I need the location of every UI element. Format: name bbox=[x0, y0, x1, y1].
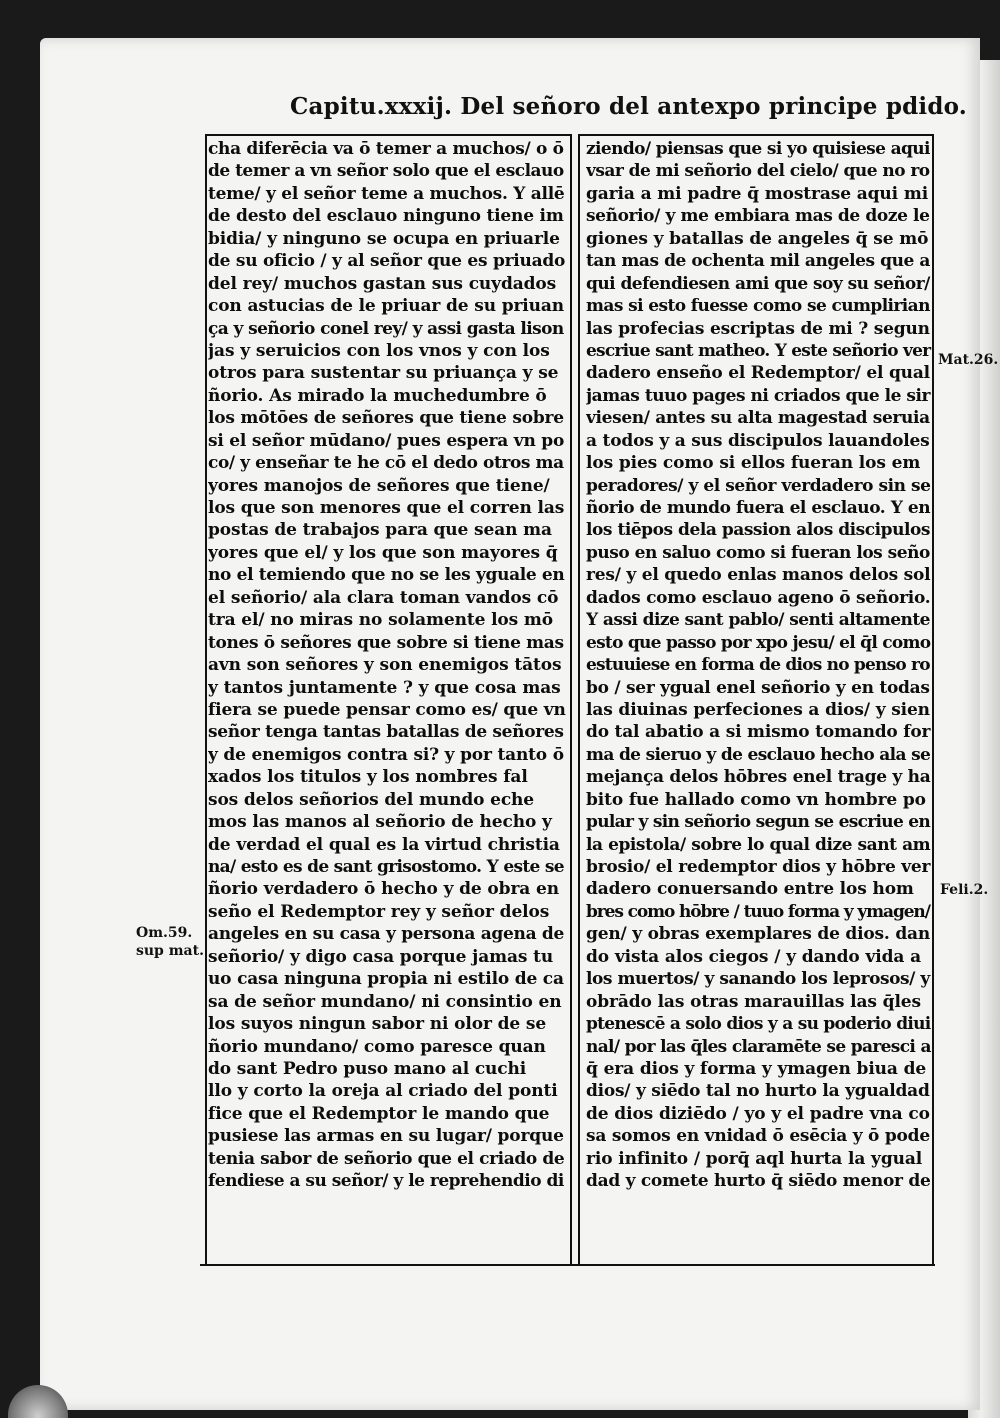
left-column-line: cha diferēcia va ō temer a muchos/ o ō bbox=[208, 139, 564, 159]
left-column-line: sa de señor mundano/ ni consintio en bbox=[208, 991, 562, 1012]
right-column-line: viesen/ antes su alta magestad seruia bbox=[586, 408, 930, 429]
left-column-line: no el temiendo que no se les yguale en bbox=[208, 565, 565, 586]
right-column-line: mejança delos hōbres enel trage y ha bbox=[586, 767, 931, 788]
right-column-line: dadero enseño el Redemptor/ el qual bbox=[586, 363, 930, 384]
left-column-line: de su oficio / y al señor que es priuado bbox=[208, 251, 566, 272]
right-column-line: pular y sin señorio segun se escriue en bbox=[586, 812, 931, 833]
left-column-line: uo casa ninguna propia ni estilo de ca bbox=[208, 969, 564, 990]
margin-note-sup-mat: sup mat. bbox=[136, 943, 204, 959]
right-column-line: los muertos/ y sanando los leprosos/ y bbox=[586, 969, 930, 990]
left-column-line: de verdad el qual es la virtud christia bbox=[208, 834, 560, 855]
right-column-line: nal/ por las q̄les claramēte se paresci a bbox=[586, 1036, 931, 1057]
left-column-line: señor tenga tantas batallas de señores bbox=[208, 722, 564, 743]
left-column-line: ñorio verdadero ō hecho y de obra en bbox=[208, 879, 559, 900]
left-column-line: avn son señores y son enemigos tātos bbox=[208, 655, 562, 676]
left-column-line: ñorio. As mirado la muchedumbre ō bbox=[208, 385, 547, 406]
right-column-line: giones y batallas de angeles q̄ se mō bbox=[586, 228, 929, 249]
left-column-line: y tantos juntamente ? y que cosa mas bbox=[208, 677, 561, 698]
left-column-line: postas de trabajos para que sean ma bbox=[208, 520, 552, 541]
right-column-line: rio infinito / porq̄ aql hurta la ygual bbox=[586, 1148, 923, 1169]
left-column-line: y de enemigos contra si? y por tanto ō bbox=[208, 744, 564, 765]
margin-note-mat: Mat.26. bbox=[938, 352, 999, 368]
bottom-rule bbox=[200, 1264, 935, 1266]
left-column-line: de desto del esclauo ninguno tiene im bbox=[208, 206, 564, 227]
left-column-line: co/ y enseñar te he cō el dedo otros ma bbox=[208, 453, 564, 474]
right-column-line: do tal abatio a si mismo tomando for bbox=[586, 722, 931, 743]
left-column-line: llo y corto la oreja al criado del ponti bbox=[208, 1081, 558, 1102]
right-column-line: dadero conuersando entre los hom bbox=[586, 879, 914, 900]
right-column-line: dad y comete hurto q̄ siēdo menor de bbox=[586, 1171, 931, 1192]
right-column-line: garia a mi padre q̄ mostrase aqui mi bbox=[586, 183, 929, 204]
right-column-line: bres como hōbre / tuuo forma y ymagen/ bbox=[586, 901, 930, 922]
running-header: Capitu.xxxij. Del señoro del antexpo principe pdido. bbox=[290, 93, 967, 120]
right-column-line: vsar de mi señorio del cielo/ que no ro bbox=[586, 161, 930, 182]
top-rule-right bbox=[578, 134, 933, 136]
right-column-line: jamas tuuo pages ni criados que le sir bbox=[586, 385, 930, 406]
left-column-line: sos delos señorios del mundo eche bbox=[208, 789, 534, 810]
right-column-line: ziendo/ piensas que si yo quisiese aqui bbox=[586, 139, 930, 159]
left-column-line: fice que el Redemptor le mando que bbox=[208, 1103, 550, 1124]
right-column-line: las profecias escriptas de mi ? segun bbox=[586, 318, 930, 339]
right-column-line: qui defendiesen ami que soy su señor/ bbox=[586, 273, 930, 294]
left-column-line: de temer a vn señor solo que el esclauo bbox=[208, 161, 564, 182]
right-column-line: bito fue hallado como vn hombre po bbox=[586, 789, 926, 810]
left-column-line: señorio/ y digo casa porque jamas tu bbox=[208, 946, 554, 967]
top-rule-left bbox=[205, 134, 570, 136]
center-rule-right bbox=[578, 134, 580, 1264]
right-column-line: esto que passo por xpo jesu/ el q̄l como bbox=[586, 632, 931, 653]
left-column-line: fiera se puede pensar como es/ que vn bbox=[208, 699, 566, 720]
right-column-line: puso en saluo como si fueran los seño bbox=[586, 542, 930, 563]
right-column-line: ñorio de mundo fuera el esclauo. Y en bbox=[586, 498, 931, 518]
left-column-line: angeles en su casa y persona agena de bbox=[208, 924, 565, 945]
right-column-line: dios/ y siēdo tal no hurto la ygualdad bbox=[586, 1081, 930, 1102]
left-column-line: pusiese las armas en su lugar/ porque bbox=[208, 1126, 564, 1147]
right-column-line: ptenescē a solo dios y a su poderio diui bbox=[586, 1014, 931, 1035]
left-column-line: na/ esto es de sant grisostomo. Y este se bbox=[208, 857, 564, 877]
right-column-line: los pies como si ellos fueran los em bbox=[586, 453, 921, 474]
right-column-line: ma de sieruo y de esclauo hecho ala se bbox=[586, 744, 931, 765]
margin-note-om: Om.59. bbox=[136, 925, 193, 941]
right-column-line: señorio/ y me embiara mas de doze le bbox=[586, 206, 930, 227]
left-column-line: teme/ y el señor teme a muchos. Y allē bbox=[208, 183, 565, 204]
right-column-line: la epistola/ sobre lo qual dize sant am bbox=[586, 834, 931, 855]
right-column-line: bo / ser ygual enel señorio y en todas bbox=[586, 677, 930, 698]
left-column-line: con astucias de le priuar de su priuan bbox=[208, 296, 564, 317]
right-column-line: escriue sant matheo. Y este señorio ver bbox=[586, 340, 931, 361]
left-column-line: jas y seruicios con los vnos y con los bbox=[208, 340, 550, 361]
right-column-line: gen/ y obras exemplares de dios. dan bbox=[586, 924, 931, 945]
left-column-line: seño el Redemptor rey y señor delos bbox=[208, 901, 550, 922]
left-column-line: los suyos ningun sabor ni olor de se bbox=[208, 1014, 547, 1035]
left-column-line: bidia/ y ninguno se ocupa en priuarle bbox=[208, 228, 560, 249]
right-column-line: res/ y el quedo enlas manos delos sol bbox=[586, 565, 931, 586]
left-column-line: del rey/ muchos gastan sus cuydados bbox=[208, 273, 557, 294]
left-column-line: los mōtōes de señores que tiene sobre bbox=[208, 408, 564, 429]
left-column-rule bbox=[205, 134, 207, 1264]
right-column-line: brosio/ el redemptor dios y hōbre ver bbox=[586, 857, 931, 877]
right-text-column bbox=[586, 138, 934, 1258]
right-column-line: las diuinas perfeciones a dios/ y sien bbox=[586, 699, 930, 720]
right-column-line: de dios diziēdo / yo y el padre vna co bbox=[586, 1103, 930, 1124]
right-column-line: obrādo las otras marauillas las q̄les bbox=[586, 991, 921, 1012]
left-column-line: los que son menores que el corren las bbox=[208, 498, 565, 518]
right-column-line: estuuiese en forma de dios no penso ro bbox=[586, 655, 930, 676]
left-column-line: el señorio/ ala clara toman vandos cō bbox=[208, 587, 559, 608]
right-column-line: los tiēpos dela passion alos discipulos bbox=[586, 520, 930, 541]
left-column-line: tenia sabor de señorio que el criado de bbox=[208, 1148, 565, 1169]
right-column-line: do vista alos ciegos / y dando vida a bbox=[586, 946, 921, 967]
left-column-line: fendiese a su señor/ y le reprehendio di bbox=[208, 1171, 564, 1192]
left-column-line: do sant Pedro puso mano al cuchi bbox=[208, 1058, 527, 1079]
right-column-line: sa somos en vnidad ō esēcia y ō pode bbox=[586, 1126, 930, 1147]
right-column-line: mas si esto fuesse como se cumplirian bbox=[586, 296, 930, 317]
right-column-line: peradores/ y el señor verdadero sin se bbox=[586, 475, 931, 496]
left-text-column bbox=[208, 138, 568, 1258]
left-column-line: tones ō señores que sobre si tiene mas bbox=[208, 632, 564, 653]
right-column-line: dados como esclauo ageno ō señorio. bbox=[586, 587, 931, 608]
right-column-line: Y assi dize sant pablo/ senti altamente bbox=[586, 610, 930, 631]
left-column-line: ñorio mundano/ como paresce quan bbox=[208, 1036, 546, 1057]
left-column-line: ça y señorio conel rey/ y assi gasta lison bbox=[208, 318, 564, 339]
right-column-line: tan mas de ochenta mil angeles que a bbox=[586, 251, 930, 272]
right-column-line: q̄ era dios y forma y ymagen biua de bbox=[586, 1058, 927, 1079]
left-column-line: tra el/ no miras no solamente los mō bbox=[208, 610, 554, 631]
margin-note-feli: Feli.2. bbox=[940, 882, 989, 898]
left-column-line: otros para sustentar su priuança y se bbox=[208, 363, 559, 384]
right-column-line: a todos y a sus discipulos lauandoles bbox=[586, 430, 930, 451]
left-column-line: yores que el/ y los que son mayores q̄ bbox=[208, 542, 558, 563]
center-rule-left bbox=[570, 134, 572, 1264]
left-column-line: yores manojos de señores que tiene/ bbox=[208, 475, 550, 496]
left-column-line: xados los titulos y los nombres fal bbox=[208, 767, 528, 788]
left-column-line: si el señor mūdano/ pues espera vn po bbox=[208, 430, 565, 451]
left-column-line: mos las manos al señorio de hecho y bbox=[208, 812, 552, 833]
